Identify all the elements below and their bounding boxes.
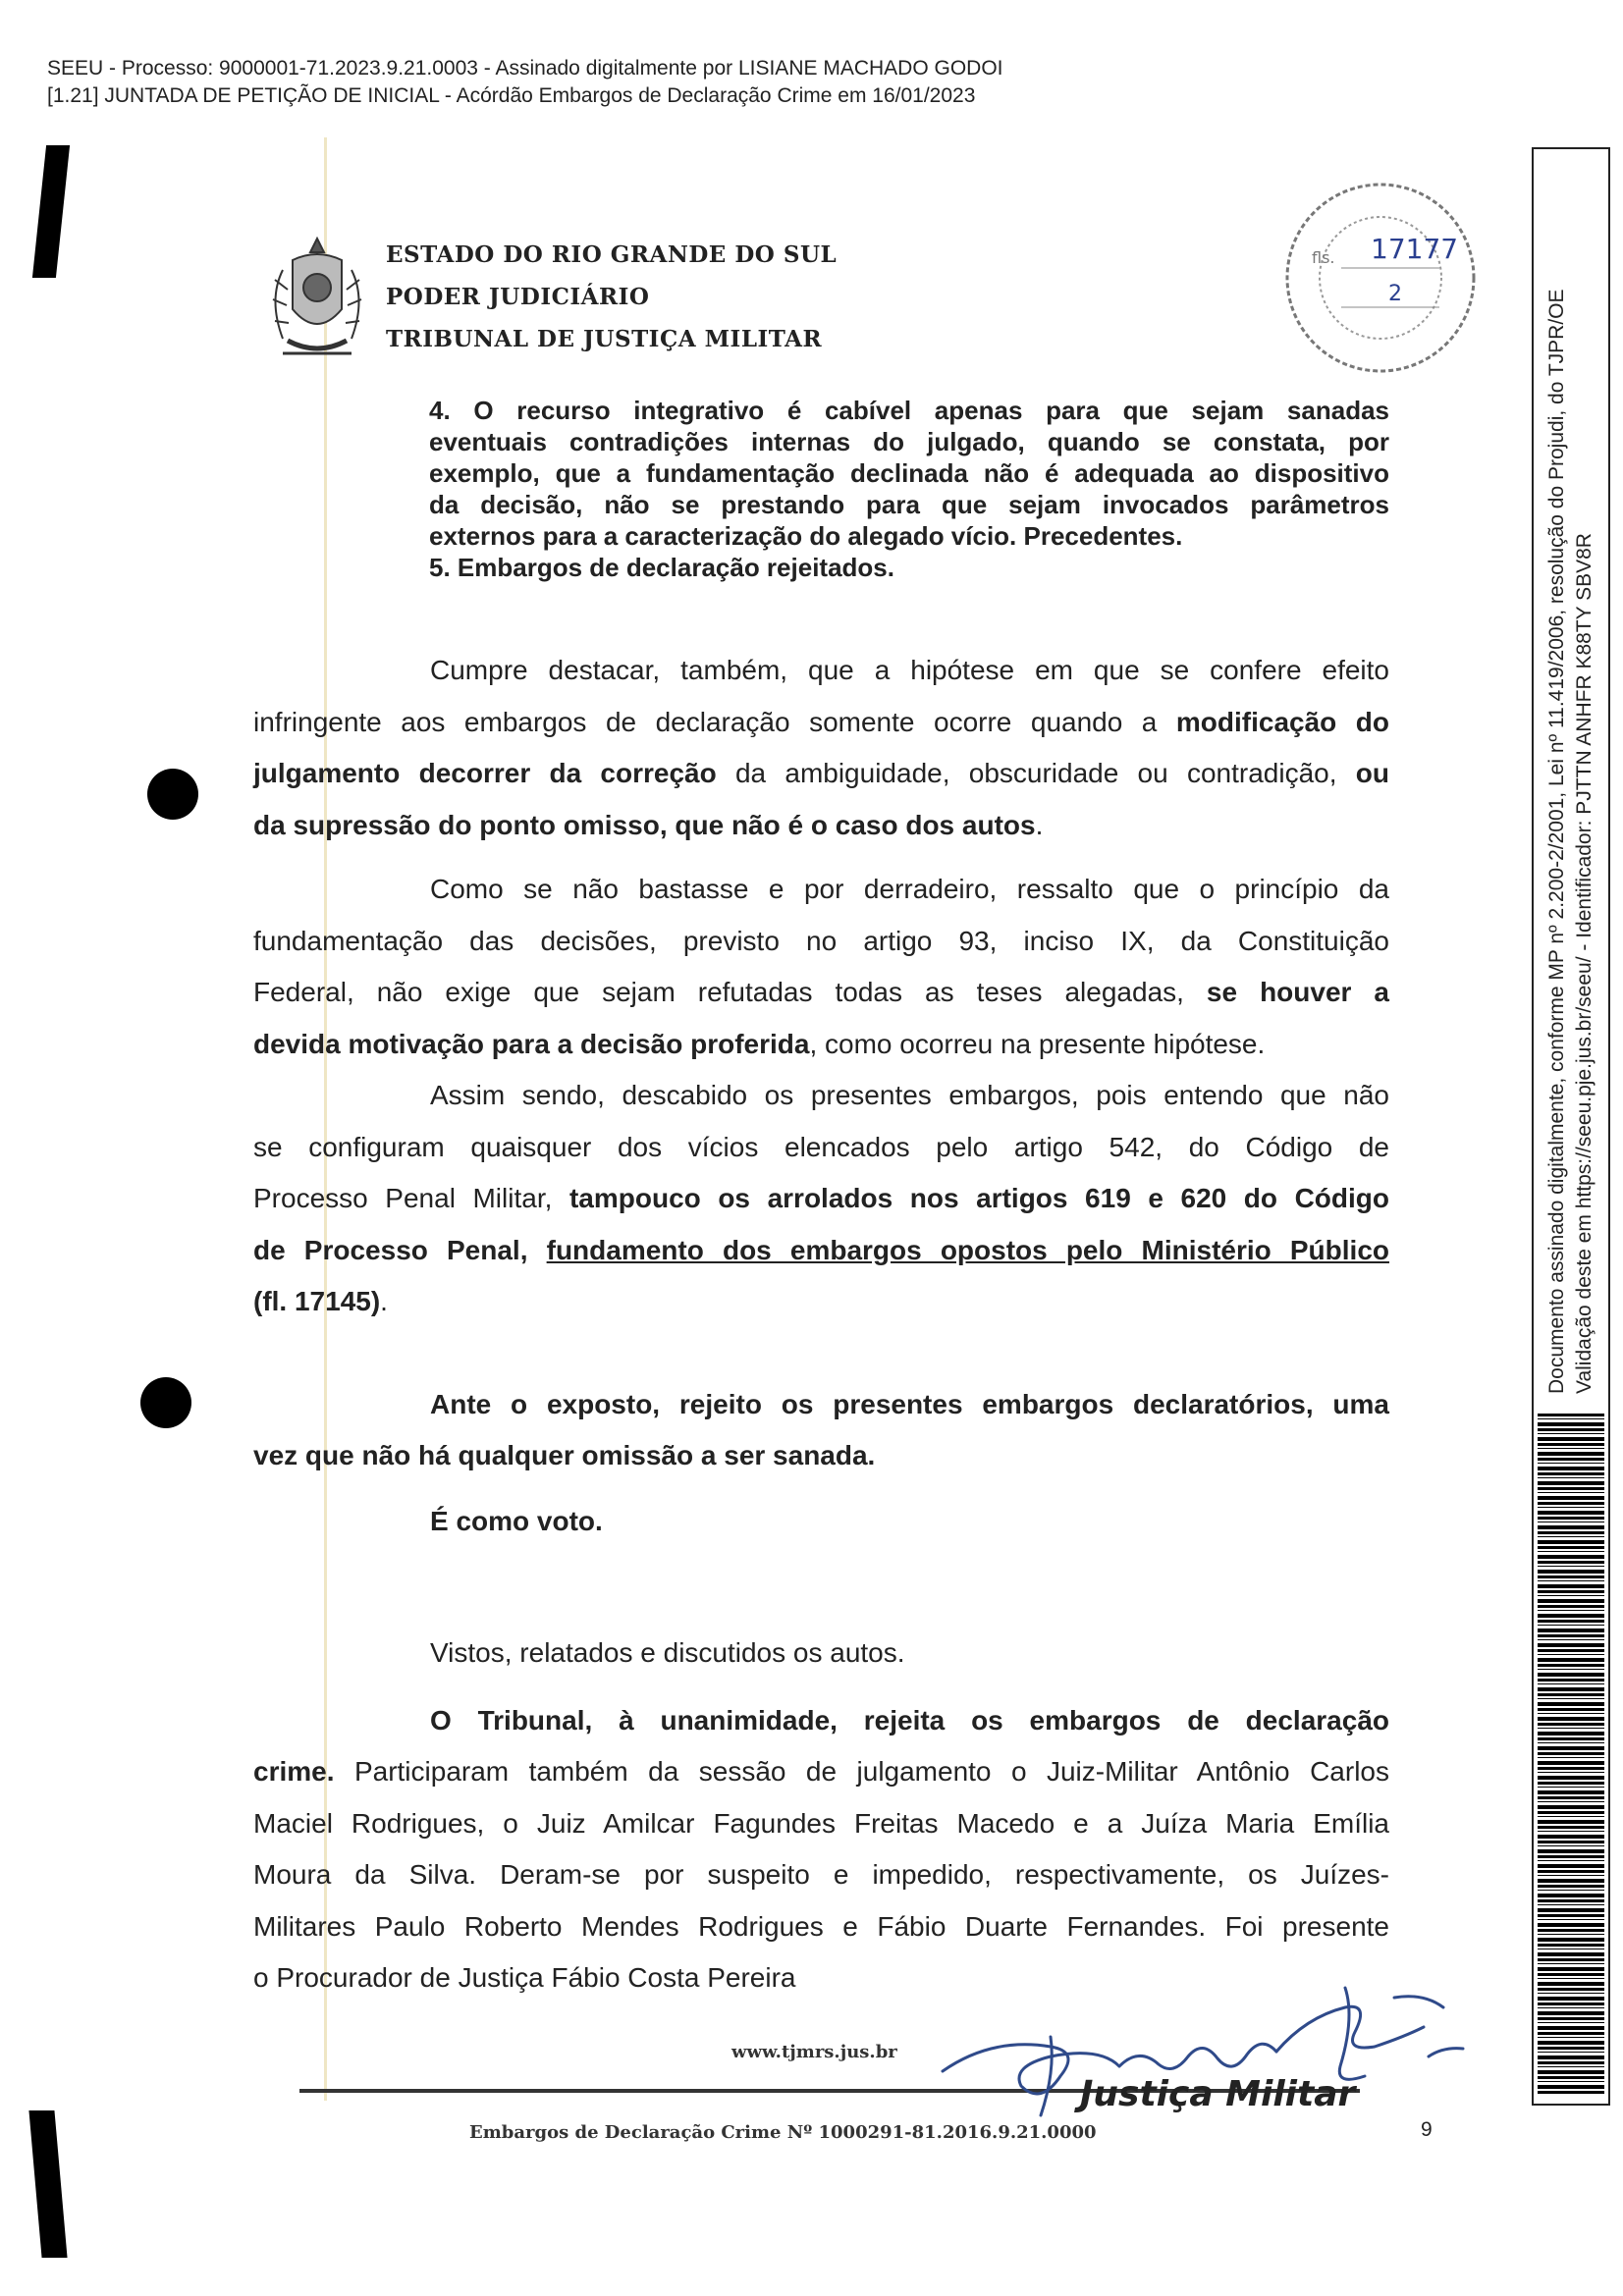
seeu-header-line1: SEEU - Processo: 9000001-71.2023.9.21.0003 - Assinado digitalmente por LISIANE MACHADO GODOI	[47, 57, 1003, 80]
text-line	[253, 1173, 1389, 1225]
text-line	[253, 967, 1389, 1019]
text-run: .	[380, 1286, 388, 1316]
ementa-line: da decisão, não se prestando para que sejam invocados parâmetros	[429, 490, 1389, 519]
barcode	[1538, 1414, 1604, 2096]
text-line	[253, 748, 1389, 800]
text-line: Assim sendo, descabido os presentes embargos, pois entendo que não	[430, 1080, 1389, 1110]
text-line: Vistos, relatados e discutidos os autos.	[430, 1637, 905, 1668]
text-line	[253, 800, 1389, 852]
ementa-line: 4. O recurso integrativo é cabível apenas para que sejam sanadas	[429, 396, 1389, 425]
text-line	[253, 1276, 1389, 1328]
seeu-header-line2: [1.21] JUNTADA DE PETIÇÃO DE INICIAL - Acórdão Embargos de Declaração Crime em 16/01/2023	[47, 84, 976, 107]
stamp-sub: 2	[1388, 282, 1402, 306]
text-run-bold: da supressão do ponto omisso, que não é o caso dos autos	[253, 809, 1036, 840]
ementa	[429, 395, 1389, 583]
text-line: O Tribunal, à unanimidade, rejeita os embargos de declaração	[430, 1704, 1389, 1735]
text-run-bold: de Processo Penal,	[253, 1234, 547, 1265]
text-line: vez que não há qualquer omissão a ser sanada.	[253, 1440, 876, 1470]
scan-mark-top	[32, 145, 70, 278]
paragraph-tribunal	[253, 1695, 1389, 2004]
text-run: da ambiguidade, obscuridade ou contradição,	[716, 758, 1356, 788]
letterhead	[386, 234, 837, 360]
text-line	[253, 697, 1389, 749]
text-line: Maciel Rodrigues, o Juiz Amilcar Fagundes Freitas Macedo e a Juíza Maria Emília	[253, 1807, 1389, 1839]
paragraph-conclusion	[253, 1070, 1389, 1328]
coat-of-arms-icon	[263, 231, 371, 368]
validation-text	[1543, 289, 1598, 1394]
ementa-line: 5. Embargos de declaração rejeitados.	[429, 553, 894, 582]
seeu-header	[47, 55, 1003, 110]
text-line: Ante o exposto, rejeito os presentes embargos declaratórios, uma	[430, 1388, 1389, 1419]
handwritten-signature	[933, 1978, 1483, 2125]
text-run: Federal, não exige que sejam refutadas todas as teses alegadas,	[253, 977, 1207, 1007]
text-line: fundamentação das decisões, previsto no artigo 93, inciso IX, da Constituição	[253, 925, 1389, 956]
validation-line1: Documento assinado digitalmente, conforme MP nº 2.200-2/2001, Lei nº 11.419/2006, resolução do Projudi, do TJPR/OE	[1545, 289, 1568, 1394]
ementa-line: exemplo, que a fundamentação declinada não é adequada ao dispositivo	[429, 458, 1389, 488]
text-run-bold: se houver a	[1206, 977, 1389, 1007]
letterhead-judiciary: PODER JUDICIÁRIO	[386, 284, 650, 310]
text-line	[253, 1746, 1389, 1798]
text-line: o Procurador de Justiça Fábio Costa Pereira	[253, 1962, 796, 1993]
paragraph-motivation	[253, 864, 1389, 1070]
text-run: .	[1035, 809, 1044, 840]
paragraph-seen	[253, 1628, 1389, 1680]
text-run-bold: modificação do	[1175, 706, 1390, 737]
text-run: Processo Penal Militar,	[253, 1183, 569, 1213]
ementa-line: externos para a caracterização do alegado vício. Precedentes.	[429, 521, 1183, 551]
paragraph-decision	[253, 1379, 1389, 1482]
document-body	[253, 645, 1389, 2004]
punch-hole-bottom	[140, 1377, 191, 1428]
text-line: se configuram quaisquer dos vícios elencados pelo artigo 542, do Código de	[253, 1131, 1389, 1162]
paragraph-infringent-effect	[253, 645, 1389, 851]
text-run-bold: devida motivação para a decisão proferida	[253, 1028, 810, 1059]
text-run: Participaram também da sessão de julgamento o Juiz-Militar Antônio Carlos	[334, 1756, 1389, 1787]
ementa-line: eventuais contradições internas do julgado, quando se constata, por	[429, 427, 1389, 456]
paragraph-vote	[253, 1496, 1389, 1548]
text-line	[253, 1225, 1389, 1277]
court-stamp	[1272, 175, 1488, 381]
scan-mark-bottom	[28, 2110, 67, 2258]
svg-text:fls.: fls.	[1312, 248, 1335, 267]
text-line: Militares Paulo Roberto Mendes Rodrigues e Fábio Duarte Fernandes. Foi presente	[253, 1910, 1389, 1942]
text-run-bold: crime.	[253, 1756, 335, 1787]
text-line	[253, 1019, 1389, 1071]
text-run-bold: julgamento decorrer da correção	[253, 758, 717, 788]
text-line: Como se não bastasse e por derradeiro, ressalto que o princípio da	[430, 874, 1389, 904]
text-run-bold: (fl. 17145)	[253, 1286, 381, 1316]
text-run-bold: tampouco os arrolados nos artigos 619 e 620 do Código	[568, 1183, 1389, 1213]
text-run: , como ocorreu na presente hipótese.	[809, 1028, 1266, 1059]
letterhead-tribunal: TRIBUNAL DE JUSTIÇA MILITAR	[386, 326, 823, 352]
footer-brand: Justiça Militar	[1080, 2074, 1356, 2114]
punch-hole-top	[147, 769, 198, 820]
footer-case-number: Embargos de Declaração Crime Nº 1000291-81.2016.9.21.0000	[469, 2122, 1097, 2143]
validation-line2: Validação deste em https://seeu.pje.jus.br/seeu/ - Identificador: PJTTN ANHFR K88TY SBV8R	[1573, 533, 1596, 1394]
text-line: É como voto.	[430, 1505, 603, 1536]
text-line: Cumpre destacar, também, que a hipótese em que se confere efeito	[430, 655, 1389, 685]
footer-website: www.tjmrs.jus.br	[731, 2042, 897, 2062]
text-run-bold-underlined: fundamento dos embargos opostos pelo Ministério Público	[546, 1234, 1389, 1265]
page-number: 9	[1421, 2118, 1433, 2141]
stamp-page: 17177	[1371, 233, 1459, 265]
letterhead-state: ESTADO DO RIO GRANDE DO SUL	[386, 241, 838, 268]
text-line: Moura da Silva. Deram-se por suspeito e impedido, respectivamente, os Juízes-	[253, 1859, 1389, 1890]
text-run: infringente aos embargos de declaração somente ocorre quando a	[253, 706, 1176, 737]
text-run-bold: ou	[1355, 758, 1389, 788]
